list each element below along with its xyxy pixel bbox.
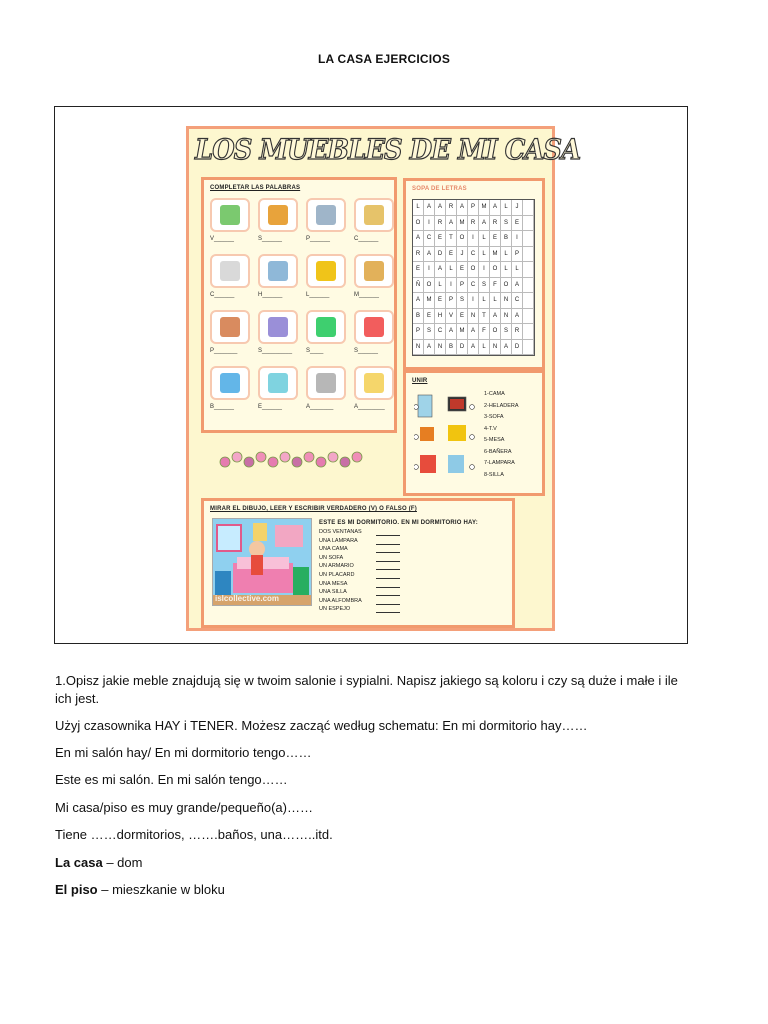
word-search-letter[interactable]: L — [501, 247, 512, 263]
word-search-letter[interactable]: D — [435, 247, 446, 263]
word-search-letter[interactable]: L — [479, 340, 490, 356]
word-search-letter[interactable]: A — [501, 340, 512, 356]
word-search-letter[interactable] — [523, 278, 534, 294]
furniture-picture — [364, 317, 384, 337]
word-search-letter[interactable]: A — [446, 216, 457, 232]
picture-cell — [354, 254, 394, 288]
furniture-picture — [220, 205, 240, 225]
word-search-letter[interactable] — [523, 293, 534, 309]
word-search-letter[interactable]: O — [468, 262, 479, 278]
word-search-letter[interactable]: S — [501, 216, 512, 232]
picture-cell — [258, 366, 298, 400]
word-search-letter[interactable] — [523, 309, 534, 325]
word-search-letter[interactable]: L — [413, 200, 424, 216]
flower-icon — [268, 457, 278, 467]
word-search-letter[interactable] — [523, 200, 534, 216]
word-search-letter[interactable] — [523, 247, 534, 263]
match-word[interactable]: 8-SILLA — [484, 471, 504, 478]
furniture-picture — [364, 373, 384, 393]
word-search-letter[interactable]: A — [479, 216, 490, 232]
word-blank[interactable]: S______ — [354, 348, 379, 354]
flower-icon — [244, 457, 254, 467]
word-search-letter[interactable]: F — [490, 278, 501, 294]
furniture-picture — [220, 261, 240, 281]
flower-icon — [280, 452, 290, 462]
word-search-letter[interactable]: T — [479, 309, 490, 325]
word-search-letter[interactable]: P — [457, 278, 468, 294]
word-blank[interactable]: C______ — [354, 236, 379, 242]
word-blank[interactable]: B______ — [210, 404, 235, 410]
word-search-letter[interactable]: T — [446, 231, 457, 247]
bedroom-heading: ESTE ES MI DORMITORIO. EN MI DORMITORIO HAY: — [319, 520, 478, 526]
picture-cell — [258, 310, 298, 344]
picture-cell — [306, 198, 346, 232]
picture-cell — [210, 198, 250, 232]
flower-icon — [220, 457, 230, 467]
word-search-letter[interactable]: N — [435, 340, 446, 356]
answer-line[interactable] — [376, 569, 400, 570]
instruction-3: En mi salón hay/ En mi dormitorio tengo…… — [55, 745, 312, 760]
word-search-letter[interactable]: H — [435, 309, 446, 325]
word-search-letter[interactable]: J — [512, 200, 523, 216]
word-search-letter[interactable]: A — [446, 324, 457, 340]
flower-icon — [292, 457, 302, 467]
worksheet-title: LOS MUEBLES DE MI CASA — [195, 133, 581, 166]
match-pictures — [414, 389, 476, 489]
word-search-letter[interactable]: R — [413, 247, 424, 263]
match-title: UNIR — [412, 378, 428, 384]
watermark: islcollective.com — [215, 594, 280, 603]
statement-item: UN ESPEJO — [319, 606, 351, 613]
flower-icon — [256, 452, 266, 462]
flower-border-decoration — [217, 447, 367, 473]
worksheet-image — [186, 126, 581, 631]
complete-words-title: COMPLETAR LAS PALABRAS — [210, 185, 301, 191]
statement-item: UN ARMARIO — [319, 563, 354, 570]
furniture-picture — [220, 317, 240, 337]
word-search-letter[interactable]: O — [490, 324, 501, 340]
word-search-letter[interactable]: I — [479, 262, 490, 278]
word-search-letter[interactable] — [523, 231, 534, 247]
word-search-letter[interactable]: J — [457, 247, 468, 263]
statement-item: UN SOFA — [319, 554, 344, 561]
instruction-2: Użyj czasownika HAY i TENER. Możesz zacząć według schematu: En mi dormitorio hay…… — [55, 718, 588, 733]
furniture-picture — [220, 373, 240, 393]
statement-item: UNA ALFOMBRA — [319, 597, 362, 604]
word-search-letter[interactable]: L — [446, 262, 457, 278]
word-search-letter[interactable]: N — [501, 293, 512, 309]
bedroom-picture — [212, 518, 312, 606]
word-search-letter[interactable]: O — [457, 231, 468, 247]
word-search-letter[interactable]: D — [512, 340, 523, 356]
true-false-title: MIRAR EL DIBUJO, LEER Y ESCRIBIR VERDADERO (V) O FALSO (F) — [210, 506, 417, 512]
word-search-letter[interactable]: P — [413, 324, 424, 340]
word-search-letter[interactable]: R — [446, 200, 457, 216]
word-search-letter[interactable]: O — [490, 262, 501, 278]
picture-cell — [210, 254, 250, 288]
word-search-letter[interactable]: C — [435, 324, 446, 340]
word-search-letter[interactable]: S — [457, 293, 468, 309]
furniture-picture — [316, 317, 336, 337]
word-search-letter[interactable]: O — [424, 278, 435, 294]
word-search-letter[interactable]: B — [446, 340, 457, 356]
answer-line[interactable] — [376, 544, 400, 545]
word-search-letter[interactable]: L — [479, 231, 490, 247]
word-search-letter[interactable]: P — [446, 293, 457, 309]
word-search-letter[interactable]: A — [490, 200, 501, 216]
instruction-1: 1.Opisz jakie meble znajdują się w twoim salonie i sypialni. Napisz jakiego są koloru i czy są duże i małe i ile ich jest. — [55, 673, 678, 706]
word-search-letter[interactable]: A — [490, 309, 501, 325]
match-word[interactable]: 3-SOFA — [484, 414, 504, 420]
word-blank[interactable]: P_______ — [210, 348, 238, 354]
vocab-item — [55, 854, 142, 872]
instruction-6: Tiene ……dormitorios, …….baños, una……..itd. — [55, 827, 333, 842]
word-search-letter[interactable]: F — [479, 324, 490, 340]
word-search-letter[interactable]: Ñ — [413, 278, 424, 294]
word-search-letter[interactable]: N — [490, 340, 501, 356]
word-search-letter[interactable]: V — [446, 309, 457, 325]
word-search-letter[interactable]: E — [424, 309, 435, 325]
word-search-letter[interactable]: A — [512, 309, 523, 325]
word-search-letter[interactable]: M — [424, 293, 435, 309]
word-search-letter[interactable]: E — [413, 262, 424, 278]
word-search-letter[interactable]: P — [468, 200, 479, 216]
word-blank[interactable]: C______ — [210, 292, 235, 298]
word-search-letter[interactable]: M — [479, 200, 490, 216]
answer-line[interactable] — [376, 604, 400, 605]
page-title: LA CASA EJERCICIOS — [317, 52, 451, 66]
word-search-letter[interactable]: L — [479, 293, 490, 309]
word-search-letter[interactable]: A — [424, 340, 435, 356]
word-search-letter[interactable]: S — [424, 324, 435, 340]
word-blank[interactable]: M______ — [354, 292, 380, 298]
word-search-letter[interactable]: M — [490, 247, 501, 263]
word-search-letter[interactable]: A — [424, 247, 435, 263]
word-search-letter[interactable]: D — [457, 340, 468, 356]
word-search-letter[interactable]: R — [512, 324, 523, 340]
word-search-letter[interactable]: A — [468, 324, 479, 340]
word-search-letter[interactable]: E — [446, 247, 457, 263]
answer-line[interactable] — [376, 561, 400, 562]
statement-item: UN PLACARD — [319, 572, 355, 578]
furniture-picture — [316, 205, 336, 225]
word-blank[interactable]: E______ — [258, 404, 283, 410]
word-search-letter[interactable]: I — [424, 262, 435, 278]
word-blank[interactable]: L______ — [306, 292, 330, 298]
word-search-letter[interactable]: A — [468, 340, 479, 356]
furniture-picture — [316, 261, 336, 281]
statement-item: DOS VENTANAS — [319, 529, 362, 535]
word-search-letter[interactable]: R — [435, 216, 446, 232]
word-search-letter[interactable]: C — [512, 293, 523, 309]
word-search-letter[interactable]: A — [413, 293, 424, 309]
answer-line[interactable] — [376, 578, 400, 579]
vocab-term: El piso — [55, 882, 98, 897]
furniture-picture — [364, 205, 384, 225]
flower-icon — [316, 457, 326, 467]
flower-icon — [340, 457, 350, 467]
word-search-letter[interactable]: A — [512, 278, 523, 294]
answer-line[interactable] — [376, 552, 400, 553]
word-search-letter[interactable]: N — [468, 309, 479, 325]
picture-cell — [354, 310, 394, 344]
word-search-letter[interactable]: C — [468, 247, 479, 263]
word-search-title: SOPA DE LETRAS — [412, 186, 467, 192]
word-search-letter[interactable]: I — [468, 293, 479, 309]
word-search-letter[interactable]: L — [435, 278, 446, 294]
furniture-picture — [364, 261, 384, 281]
word-search-letter[interactable]: A — [457, 200, 468, 216]
picture-cell — [258, 198, 298, 232]
statement-item: UNA CAMA — [319, 546, 348, 553]
match-word[interactable]: 6-BAÑERA — [484, 448, 512, 455]
picture-cell — [306, 254, 346, 288]
word-search-letter[interactable]: E — [490, 231, 501, 247]
instruction-4: Este es mi salón. En mi salón tengo…… — [55, 772, 288, 787]
furniture-picture — [316, 373, 336, 393]
word-search-letter[interactable]: O — [501, 278, 512, 294]
furniture-picture — [268, 205, 288, 225]
true-false-panel — [201, 498, 515, 628]
match-word[interactable]: 2-HELADERA — [484, 402, 519, 409]
word-search-letter[interactable]: L — [490, 293, 501, 309]
word-search-letter[interactable]: L — [501, 200, 512, 216]
word-search-letter[interactable]: R — [490, 216, 501, 232]
word-search-letter[interactable]: C — [468, 278, 479, 294]
complete-words-panel — [201, 177, 397, 433]
vocab-item — [55, 881, 225, 899]
word-search-letter[interactable]: L — [512, 262, 523, 278]
picture-cell — [210, 310, 250, 344]
word-blank[interactable]: S______ — [258, 236, 283, 242]
word-blank[interactable]: S_________ — [258, 348, 293, 354]
word-search-letter[interactable]: A — [413, 231, 424, 247]
picture-cell — [306, 366, 346, 400]
word-search-letter[interactable]: S — [479, 278, 490, 294]
instruction-5: Mi casa/piso es muy grande/pequeño(a)…… — [55, 800, 313, 815]
statement-item: UNA MESA — [319, 580, 348, 587]
word-search-letter[interactable]: E — [435, 231, 446, 247]
picture-cell — [354, 366, 394, 400]
word-search-letter[interactable] — [523, 340, 534, 356]
vocab-term: La casa — [55, 855, 103, 870]
flower-icon — [328, 452, 338, 462]
word-search-letter[interactable]: M — [457, 324, 468, 340]
match-word[interactable]: 1-CAMA — [484, 391, 505, 397]
word-search-letter[interactable]: B — [413, 309, 424, 325]
word-search-letter[interactable]: L — [501, 262, 512, 278]
furniture-picture — [268, 373, 288, 393]
word-search-letter[interactable]: E — [512, 216, 523, 232]
word-search-letter[interactable]: A — [435, 262, 446, 278]
word-search-letter[interactable]: E — [457, 309, 468, 325]
vocab-meaning: dom — [117, 855, 143, 870]
word-search-letter[interactable]: E — [435, 293, 446, 309]
answer-line[interactable] — [376, 535, 400, 536]
word-search-letter[interactable]: C — [424, 231, 435, 247]
word-search-letter[interactable]: S — [501, 324, 512, 340]
word-search-letter[interactable]: I — [446, 278, 457, 294]
word-blank[interactable]: S____ — [306, 348, 324, 354]
statement-item: UNA SILLA — [319, 589, 347, 596]
flower-icon — [304, 452, 314, 462]
flower-icon — [352, 452, 362, 462]
vocab-meaning: mieszkanie w bloku — [112, 882, 225, 897]
word-search-letter[interactable]: O — [413, 216, 424, 232]
word-search-letter[interactable]: I — [468, 231, 479, 247]
word-search-letter[interactable] — [523, 262, 534, 278]
word-search-letter[interactable]: A — [424, 200, 435, 216]
match-word[interactable]: 7-LAMPARA — [484, 460, 515, 466]
word-blank[interactable]: A________ — [354, 404, 385, 410]
word-search-letter[interactable]: L — [479, 247, 490, 263]
word-search-grid — [412, 199, 535, 356]
word-search-letter[interactable]: R — [468, 216, 479, 232]
word-search-letter[interactable]: M — [457, 216, 468, 232]
flower-icon — [232, 452, 242, 462]
answer-line[interactable] — [376, 612, 400, 613]
word-search-panel — [403, 178, 545, 370]
word-search-letter[interactable]: I — [424, 216, 435, 232]
answer-line[interactable] — [376, 595, 400, 596]
word-search-letter[interactable] — [523, 216, 534, 232]
word-blank[interactable]: A_______ — [306, 404, 334, 410]
picture-cell — [258, 254, 298, 288]
word-search-letter[interactable]: N — [501, 309, 512, 325]
word-search-letter[interactable]: A — [435, 200, 446, 216]
furniture-picture — [268, 317, 288, 337]
vocab-separator: – — [97, 882, 113, 897]
word-search-letter[interactable] — [523, 324, 534, 340]
vocab-separator: – — [102, 855, 118, 870]
word-blank[interactable]: H______ — [258, 292, 283, 298]
picture-cell — [210, 366, 250, 400]
word-search-letter[interactable]: P — [512, 247, 523, 263]
word-search-letter[interactable]: B — [501, 231, 512, 247]
picture-cell — [354, 198, 394, 232]
statement-item: UNA LAMPARA — [319, 537, 358, 544]
word-search-letter[interactable]: N — [413, 340, 424, 356]
picture-cell — [306, 310, 346, 344]
answer-line[interactable] — [376, 587, 400, 588]
match-panel — [403, 370, 545, 496]
word-search-letter[interactable]: E — [457, 262, 468, 278]
match-word[interactable]: 4-T.V — [484, 425, 497, 432]
furniture-picture — [268, 261, 288, 281]
word-blank[interactable]: V______ — [210, 236, 235, 242]
match-word[interactable]: 5-MESA — [484, 437, 505, 443]
word-search-letter[interactable]: I — [512, 231, 523, 247]
word-blank[interactable]: P______ — [306, 236, 331, 242]
